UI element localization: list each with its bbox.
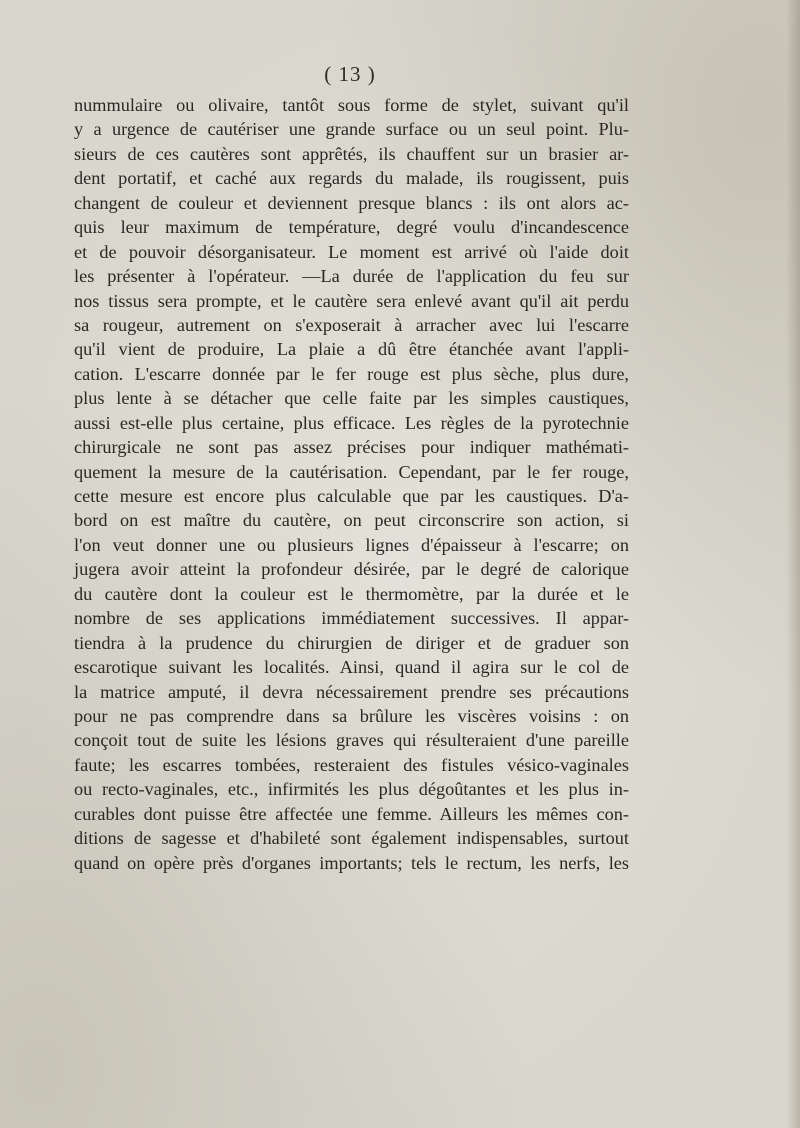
text-line: conçoit tout de suite les lésions graves qui résulteraient d'une pareille bbox=[74, 730, 629, 751]
body-text bbox=[74, 93, 629, 875]
text-line: plus lente à se détacher que celle faite par les simples caustiques, bbox=[74, 388, 629, 409]
text-line: aussi est-elle plus certaine, plus efficace. Les règles de la pyrotechnie bbox=[74, 412, 629, 433]
text-line: tiendra à la prudence du chirurgien de diriger et de graduer son bbox=[74, 632, 629, 653]
page-edge-shadow bbox=[786, 0, 800, 1128]
text-line: pour ne pas comprendre dans sa brûlure les viscères voisins : on bbox=[74, 705, 629, 726]
text-line: quis leur maximum de température, degré voulu d'incandescence bbox=[74, 217, 629, 238]
text-line: y a urgence de cautériser une grande surface ou un seul point. Plu- bbox=[74, 119, 629, 140]
text-line: sa rougeur, autrement on s'exposerait à arracher avec lui l'escarre bbox=[74, 314, 629, 335]
page-number: ( 13 ) bbox=[324, 62, 376, 86]
text-line: nummulaire ou olivaire, tantôt sous forme de stylet, suivant qu'il bbox=[74, 95, 629, 115]
text-line: quand on opère près d'organes importants; tels le rectum, les nerfs, les bbox=[74, 852, 629, 873]
text-line: quement la mesure de la cautérisation. Cependant, par le fer rouge, bbox=[74, 461, 629, 482]
text-line: chirurgicale ne sont pas assez précises pour indiquer mathémati- bbox=[74, 437, 629, 458]
text-line: et de pouvoir désorganisateur. Le moment est arrivé où l'aide doit bbox=[74, 241, 629, 262]
text-line: jugera avoir atteint la profondeur désirée, par le degré de calorique bbox=[74, 559, 629, 580]
text-line: nombre de ses applications immédiatement successives. Il appar- bbox=[74, 608, 629, 629]
text-line: changent de couleur et deviennent presque blancs : ils ont alors ac- bbox=[74, 192, 629, 213]
text-line: ditions de sagesse et d'habileté sont également indispensables, surtout bbox=[74, 828, 629, 849]
text-line: l'on veut donner une ou plusieurs lignes d'épaisseur à l'escarre; on bbox=[74, 534, 629, 555]
text-line: la matrice amputé, il devra nécessairement prendre ses précautions bbox=[74, 681, 629, 702]
text-line: du cautère dont la couleur est le thermomètre, par la durée et le bbox=[74, 583, 629, 604]
text-line: cation. L'escarre donnée par le fer rouge est plus sèche, plus dure, bbox=[74, 363, 629, 384]
text-line: les présenter à l'opérateur. —La durée de l'application du feu sur bbox=[74, 266, 629, 287]
text-line: sieurs de ces cautères sont apprêtés, ils chauffent sur un brasier ar- bbox=[74, 143, 629, 164]
text-line: bord on est maître du cautère, on peut circonscrire son action, si bbox=[74, 510, 629, 531]
text-line: faute; les escarres tombées, resteraient des fistules vésico-vaginales bbox=[74, 754, 629, 775]
text-line: qu'il vient de produire, La plaie a dû être étanchée avant l'appli- bbox=[74, 339, 629, 360]
text-line: dent portatif, et caché aux regards du malade, ils rougissent, puis bbox=[74, 168, 629, 189]
text-line: nos tissus sera prompte, et le cautère sera enlevé avant qu'il ait perdu bbox=[74, 290, 629, 311]
text-line: curables dont puisse être affectée une femme. Ailleurs les mêmes con- bbox=[74, 803, 629, 824]
text-line: ou recto-vaginales, etc., infirmités les plus dégoûtantes et les plus in- bbox=[74, 779, 629, 800]
text-line: escarotique suivant les localités. Ainsi, quand il agira sur le col de bbox=[74, 657, 629, 678]
text-line: cette mesure est encore plus calculable que par les caustiques. D'a- bbox=[74, 486, 629, 506]
